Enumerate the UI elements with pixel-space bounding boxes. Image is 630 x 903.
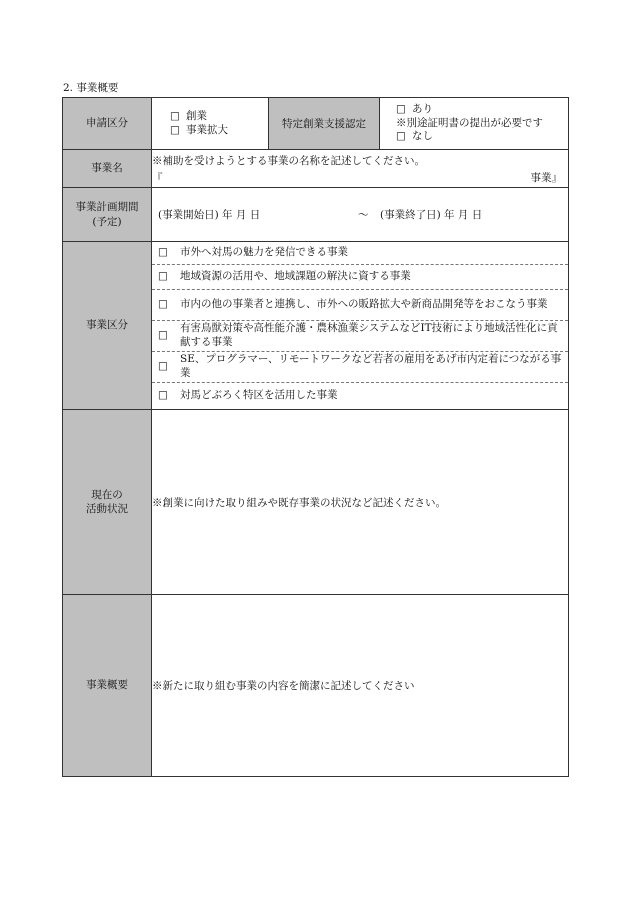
- category-item-label: 地域資源の活用や、地域課題の解決に資する事業: [180, 270, 411, 283]
- category-item[interactable]: [152, 352, 568, 383]
- option-startup[interactable]: [170, 110, 268, 124]
- category-item[interactable]: [152, 290, 568, 321]
- category-item-label: 有害鳥獣対策や高性能介護・農林漁業システムなどIT技術により地域活性化に貢献する事業: [180, 322, 558, 348]
- checkbox-icon[interactable]: □: [158, 246, 168, 259]
- project-name-row: [63, 150, 569, 188]
- option-startup-label: 創業: [186, 109, 207, 122]
- support-certification-label: 特定創業支援認定: [269, 98, 380, 150]
- project-summary-note: ※新たに取り組む事業の内容を簡潔に記述してください: [152, 680, 415, 692]
- category-item[interactable]: [152, 383, 568, 408]
- project-period-field[interactable]: [152, 188, 569, 242]
- project-summary-row: [63, 595, 569, 777]
- option-support-yes-label: あり: [412, 103, 433, 116]
- project-end-date[interactable]: (事業終了日) 年 月 日: [380, 209, 483, 221]
- project-summary-field[interactable]: [152, 595, 569, 777]
- project-period-label-line1: 事業計画期間: [75, 201, 139, 214]
- category-item-label: 市内の他の事業者と連携し、市外への販路拡大や新商品開発等をおこなう事業: [180, 298, 548, 311]
- category-item-label: 対馬どぶろく特区を活用した事業: [180, 388, 338, 401]
- period-tilde: ～: [358, 209, 369, 221]
- checkbox-icon[interactable]: □: [158, 270, 168, 283]
- support-note: ※別途証明書の提出が必要です: [396, 116, 543, 129]
- category-item-label: 市外へ対馬の魅力を発信できる事業: [180, 246, 348, 259]
- business-overview-form: [62, 97, 569, 777]
- option-support-no[interactable]: [396, 130, 568, 144]
- checkbox-icon[interactable]: □: [396, 130, 406, 143]
- option-support-yes[interactable]: [396, 103, 568, 117]
- project-period-row: [63, 188, 569, 242]
- checkbox-icon[interactable]: □: [158, 298, 168, 311]
- project-period-label: [63, 188, 152, 242]
- checkbox-icon[interactable]: □: [158, 388, 168, 401]
- project-period-label-line2: (予定): [92, 215, 122, 228]
- current-status-row: [63, 410, 569, 595]
- option-expansion[interactable]: [170, 124, 268, 138]
- project-summary-label: 事業概要: [63, 595, 152, 777]
- project-name-close-text: 事業』: [530, 171, 562, 184]
- checkbox-icon[interactable]: □: [158, 360, 168, 373]
- category-item-label: SE、プログラマー、リモートワークなど若者の雇用をあげ市内定着につながる事業: [180, 353, 562, 379]
- project-name-label: 事業名: [63, 150, 152, 188]
- support-certification-options: [380, 98, 569, 150]
- project-name-open-bracket: 『: [152, 171, 163, 184]
- project-name-note: ※補助を受けようとする事業の名称を記述してください。: [152, 154, 425, 167]
- checkbox-icon[interactable]: □: [396, 103, 406, 116]
- checkbox-icon[interactable]: □: [170, 109, 180, 122]
- checkbox-icon[interactable]: □: [158, 329, 168, 342]
- application-type-row: [63, 98, 569, 150]
- category-item[interactable]: [152, 242, 568, 265]
- current-status-label-line1: 現在の: [91, 488, 123, 501]
- application-type-label: 申請区分: [63, 98, 152, 150]
- project-category-label: 事業区分: [63, 242, 152, 410]
- current-status-label: [63, 410, 152, 595]
- current-status-field[interactable]: [152, 410, 569, 595]
- section-title: 2. 事業概要: [63, 82, 119, 94]
- project-category-options: [152, 242, 569, 410]
- current-status-label-line2: 活動状況: [86, 503, 128, 515]
- project-category-row: [63, 242, 569, 410]
- option-expansion-label: 事業拡大: [186, 123, 228, 136]
- project-name-field[interactable]: [152, 150, 569, 188]
- project-start-date[interactable]: (事業開始日) 年 月 日: [158, 209, 261, 221]
- checkbox-icon[interactable]: □: [170, 123, 180, 136]
- option-support-no-label: なし: [412, 130, 433, 143]
- category-item[interactable]: [152, 321, 568, 352]
- current-status-note: ※創業に向けた取り組みや既存事業の状況など記述ください。: [152, 496, 446, 509]
- application-type-options: [152, 98, 269, 150]
- category-item[interactable]: [152, 265, 568, 290]
